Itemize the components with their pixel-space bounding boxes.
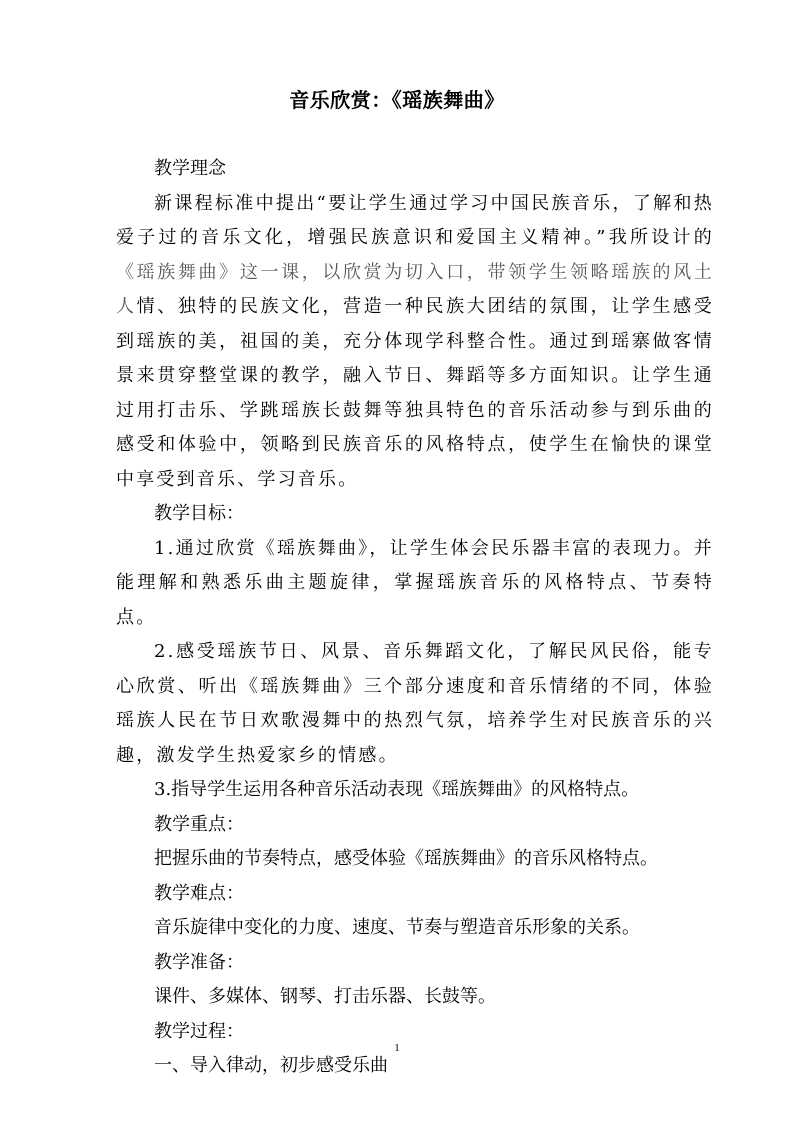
section-heading-preparation: 教学准备： bbox=[154, 951, 244, 973]
section-heading-philosophy: 教学理念 bbox=[154, 158, 226, 179]
difficulties-text: 音乐旋律中变化的力度、速度、节奏与塑造音乐形象的关系。 bbox=[154, 917, 640, 938]
preparation-text: 课件、多媒体、钢琴、打击乐器、长鼓等。 bbox=[154, 986, 496, 1007]
goal-item-3: 3.指导学生运用各种音乐活动表现《瑶族舞曲》的风格特点。 bbox=[154, 779, 640, 800]
philosophy-text-part2: 《瑶族舞曲》这一课，以欣赏为切入口，带领学生领略瑶族的风土人 bbox=[116, 261, 714, 317]
section-heading-goals: 教学目标： bbox=[154, 503, 244, 524]
goal-item-2: 2.感受瑶族节日、风景、音乐舞蹈文化，了解民风民俗，能专心欣赏、听出《瑶族舞曲》三个部分速度和音乐情绪的不同，体验瑶族人民在节日欢歌漫舞中的热烈气氛，培养学生对民族音乐的兴趣，激发学生热爱家乡的情感。 bbox=[116, 641, 714, 766]
key-points-text: 把握乐曲的节奏特点，感受体验《瑶族舞曲》的音乐风格特点。 bbox=[154, 848, 658, 869]
document-title: 音乐欣赏：《瑶族舞曲》 bbox=[289, 88, 505, 112]
section-heading-process: 教学过程： bbox=[154, 1020, 244, 1042]
process-step-1: 一、导入律动，初步感受乐曲 bbox=[154, 1055, 388, 1076]
goal-item-1: 1.通过欣赏《瑶族舞曲》，让学生体会民乐器丰富的表现力。并能理解和熟悉乐曲主题旋律，掌握瑶族音乐的风格特点、节奏特点。 bbox=[116, 537, 714, 628]
paragraph-philosophy bbox=[116, 187, 714, 498]
section-heading-difficulties: 教学难点： bbox=[154, 882, 244, 904]
philosophy-text-part3: 情、独特的民族文化，营造一种民族大团结的氛围，让学生感受到瑶族的美，祖国的美，充分体现学科整合性。通过到瑶寨做客情景来贯穿整堂课的教学，融入节日、舞蹈等多方面知识。让学生通过用打击乐、学跳瑶族长鼓舞等独具特色的音乐活动参与到乐曲的感受和体验中，领略到民族音乐的风格特点，使学生在愉快的课堂中享受到音乐、学习音乐。 bbox=[116, 296, 714, 490]
document-body bbox=[116, 152, 714, 1084]
page-number: 1 bbox=[394, 1042, 400, 1054]
section-heading-key-points: 教学重点： bbox=[154, 813, 244, 835]
philosophy-text-part1: 新课程标准中提出“要让学生通过学习中国民族音乐，了解和热爱子过的音乐文化，增强民族意识和爱国主义精神。”我所设计的 bbox=[116, 192, 714, 248]
